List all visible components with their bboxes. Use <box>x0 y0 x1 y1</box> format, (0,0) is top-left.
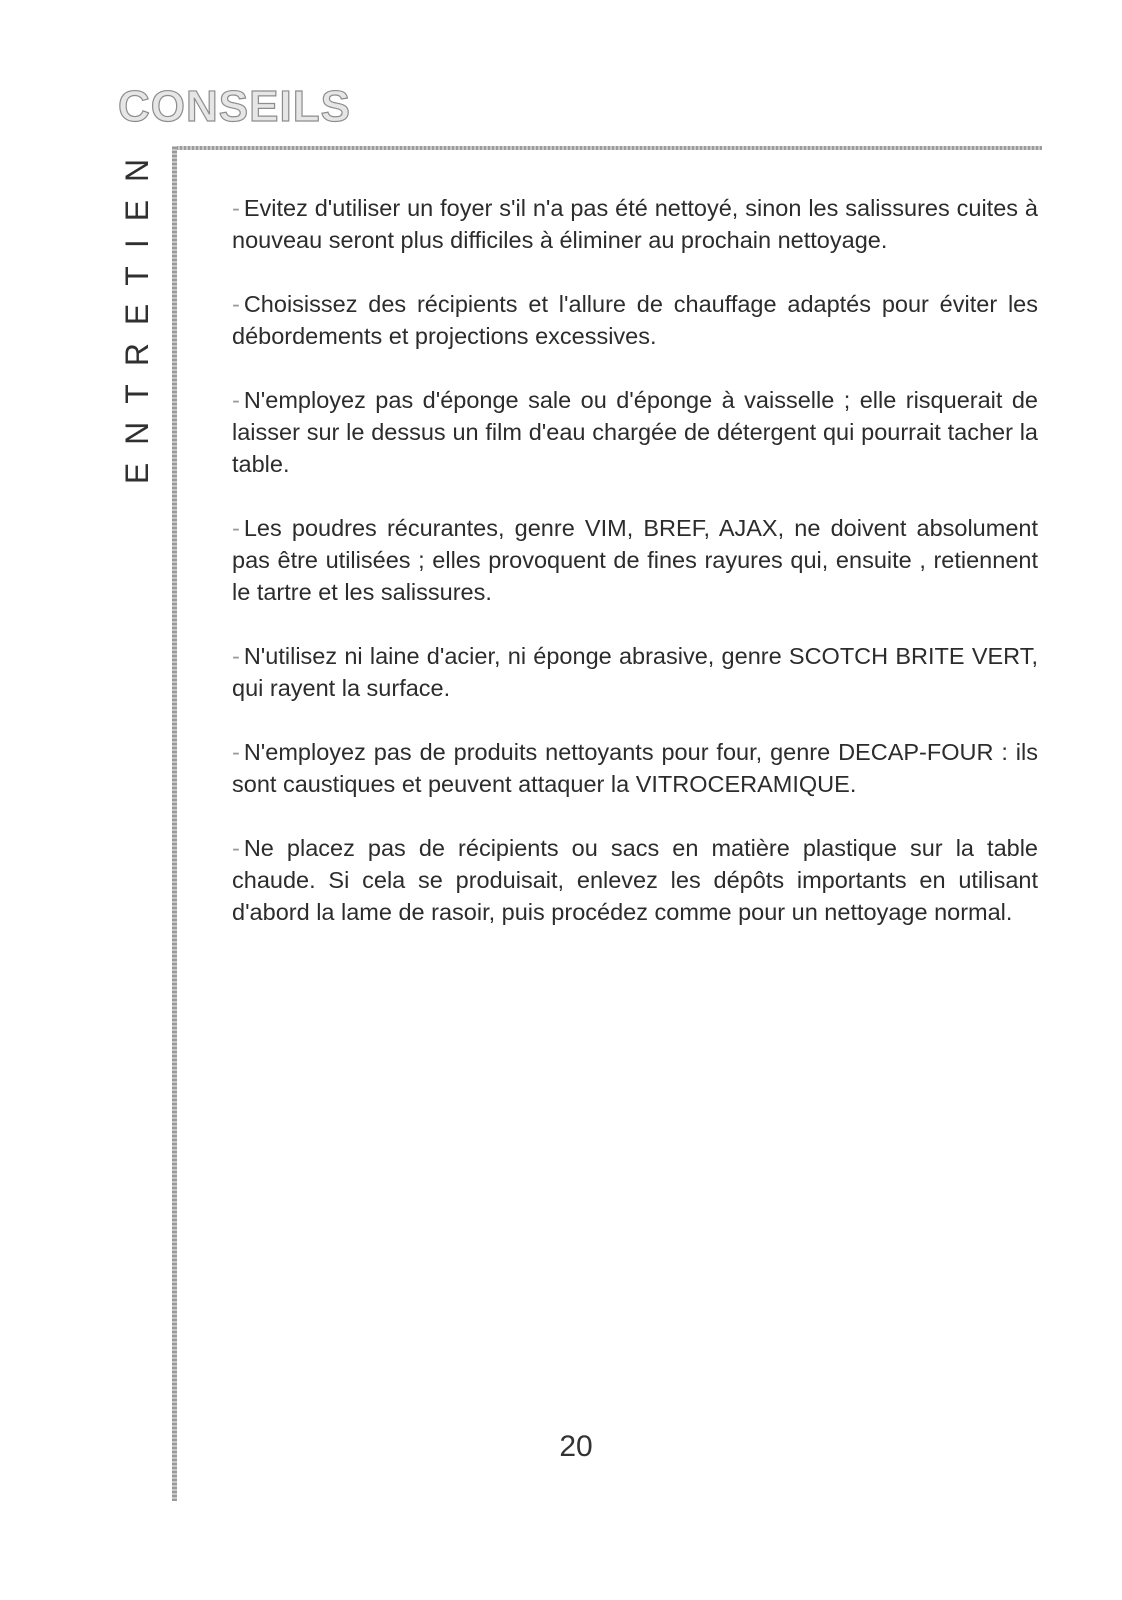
tip-paragraph <box>232 640 1038 704</box>
tip-text: Ne placez pas de récipients ou sacs en matière plastique sur la table chaude. Si cela se produisait, enlevez les dépôts importants en utilisant d'abord la lame de rasoir, puis procédez comme pour un nettoyage normal. <box>232 835 1038 925</box>
tip-dash: - <box>232 835 240 861</box>
tip-dash: - <box>232 515 240 541</box>
tip-dash: - <box>232 739 240 765</box>
tip-text: N'employez pas d'éponge sale ou d'éponge à vaisselle ; elle risquerait de laisser sur le dessus un film d'eau chargée de détergent qui pourrait tacher la table. <box>232 387 1038 477</box>
section-side-label-text: ENTRETIEN <box>119 140 156 484</box>
top-divider <box>172 146 1042 150</box>
tip-text: Evitez d'utiliser un foyer s'il n'a pas été nettoyé, sinon les salissures cuites à nouveau seront plus difficiles à éliminer au prochain nettoyage. <box>232 195 1038 253</box>
tip-dash: - <box>232 643 240 669</box>
section-side-label <box>118 140 158 484</box>
tip-text: Choisissez des récipients et l'allure de chauffage adaptés pour éviter les débordements et projections excessives. <box>232 291 1038 349</box>
tip-text: N'employez pas de produits nettoyants pour four, genre DECAP-FOUR : ils sont caustiques et peuvent attaquer la VITROCERAMIQUE. <box>232 739 1038 797</box>
page-title: CONSEILS <box>118 82 351 131</box>
tip-paragraph <box>232 736 1038 800</box>
tip-paragraph <box>232 384 1038 480</box>
page-number: 20 <box>559 1430 593 1463</box>
tip-dash: - <box>232 195 240 221</box>
tip-paragraph <box>232 512 1038 608</box>
tip-text: N'utilisez ni laine d'acier, ni éponge abrasive, genre SCOTCH BRITE VERT, qui rayent la surface. <box>232 643 1038 701</box>
tip-dash: - <box>232 387 240 413</box>
tip-paragraph <box>232 192 1038 256</box>
side-divider <box>172 146 177 1501</box>
tip-paragraph <box>232 832 1038 928</box>
tip-text: Les poudres récurantes, genre VIM, BREF, AJAX, ne doivent absolument pas être utilisées ; elles provoquent de fines rayures qui, ensuite , retiennent le tartre et les salissures. <box>232 515 1038 605</box>
tip-paragraph <box>232 288 1038 352</box>
tip-dash: - <box>232 291 240 317</box>
tips-list <box>232 192 1038 960</box>
